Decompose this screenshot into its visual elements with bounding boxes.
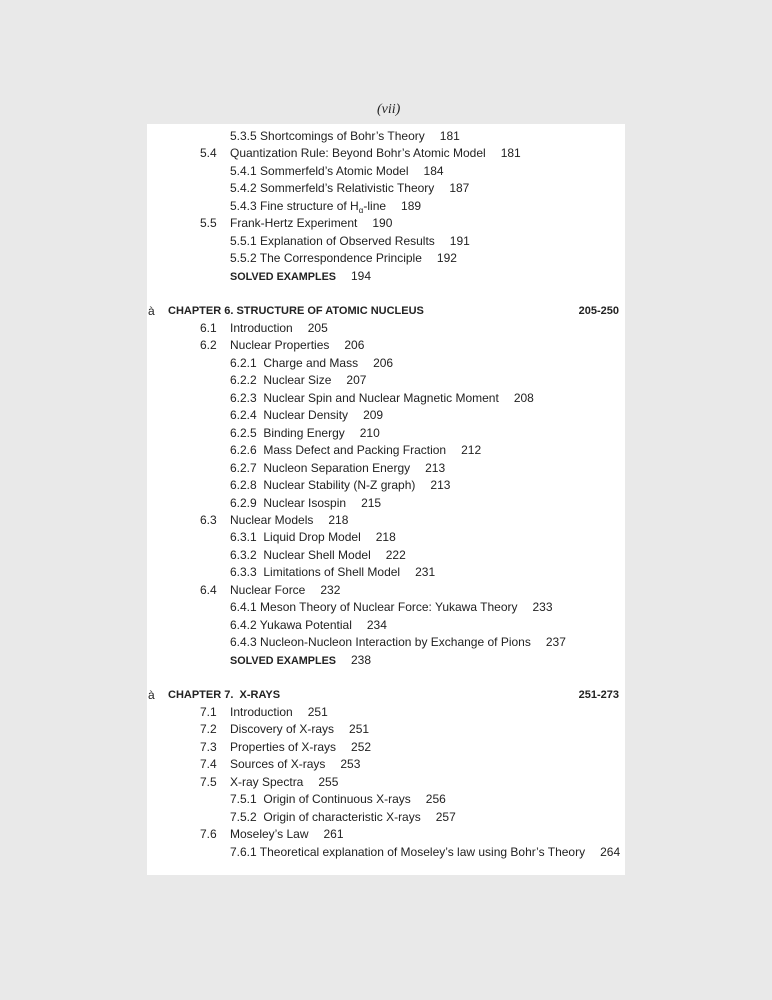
section-number: 7.5 [200,774,217,789]
toc-entry [147,407,625,424]
entry-page: 212 [461,443,482,458]
entry-title: 6.2.2 Nuclear Size [230,373,332,388]
entry-page: 261 [323,827,344,842]
entry-page: 181 [439,129,460,143]
entry-title: Nuclear Properties [230,338,330,353]
entry-page: 251 [349,722,370,737]
entry-title: 6.4.1 Meson Theory of Nuclear Force: Yukawa Theory [230,600,518,615]
entry-title: 6.2.8 Nuclear Stability (N-Z graph) [230,478,416,493]
entry-title: 5.4.3 Fine structure of H [230,198,359,213]
toc-solved-examples [147,652,625,669]
entry-page: 255 [318,774,339,789]
toc-entry [147,163,625,180]
entry-page: 187 [449,181,470,196]
entry-page: 251 [307,704,328,719]
toc-entry [147,809,625,826]
entry-title: Moseley’s Law [230,827,309,842]
toc-entry [147,564,625,581]
chapter-page-range: 251-273 [578,688,619,701]
toc-solved-examples [147,268,625,285]
entry-title: Introduction [230,320,293,335]
entry-page: 252 [351,739,372,754]
entry-page: 210 [359,425,380,440]
entry-title: 5.5.1 Explanation of Observed Results [230,233,435,248]
entry-title: 6.2.6 Mass Defect and Packing Fraction [230,443,447,458]
toc-entry [147,180,625,197]
entry-page: 256 [425,792,446,807]
entry-page: 184 [423,163,444,178]
toc-entry [147,355,625,372]
toc-entry [147,844,625,861]
entry-title: 6.3.3 Limitations of Shell Model [230,565,401,580]
section-number: 7.3 [200,739,217,754]
section-number: 6.3 [200,512,217,527]
toc-spacer [147,285,625,302]
chapter-bullet: à [148,303,155,318]
toc-entry [147,442,625,459]
entry-title: 5.4.2 Sommerfeld’s Relativistic Theory [230,181,435,196]
entry-page: 233 [532,600,553,615]
toc-section [147,320,625,337]
section-number: 7.6 [200,827,217,842]
entry-page: 264 [600,844,621,859]
entry-title: 7.5.1 Origin of Continuous X-rays [230,792,411,807]
toc-entry [147,634,625,651]
toc-section [147,721,625,738]
toc-section [147,826,625,843]
section-number: 6.1 [200,320,217,335]
entry-page: 215 [361,495,382,510]
entry-title: Discovery of X-rays [230,722,335,737]
entry-title: 6.3.2 Nuclear Shell Model [230,547,371,562]
toc-section [147,582,625,599]
entry-page: 232 [320,582,341,597]
toc-section [147,145,625,162]
toc-entry [147,198,625,215]
entry-page: 218 [328,512,349,527]
entry-title: 5.3.5 Shortcomings of Bohr’s Theory [230,129,425,143]
entry-title: 6.2.1 Charge and Mass [230,355,359,370]
toc-entry [147,372,625,389]
entry-title: 7.5.2 Origin of characteristic X-rays [230,809,421,824]
entry-title: 6.2.4 Nuclear Density [230,408,349,423]
entry-page: 222 [385,547,406,562]
entry-page: 234 [366,617,387,632]
entry-title: SOLVED EXAMPLES [230,270,336,283]
chapter-title: CHAPTER 7. X-RAYS [168,688,281,701]
section-number: 7.4 [200,757,217,772]
toc-entry [147,495,625,512]
entry-page: 190 [372,216,393,231]
entry-page: 238 [351,652,372,667]
toc-entry [147,425,625,442]
entry-page: 206 [344,338,365,353]
toc-entry [147,547,625,564]
toc-section [147,739,625,756]
entry-title: Quantization Rule: Beyond Bohr’s Atomic Model [230,146,486,161]
entry-title-suffix: -line [363,198,387,213]
toc-section [147,756,625,773]
entry-page: 181 [500,146,521,161]
entry-page: 213 [425,460,446,475]
toc-section [147,337,625,354]
toc-entry [147,617,625,634]
entry-page: 208 [513,390,534,405]
entry-title: 6.4.2 Yukawa Potential [230,617,352,632]
toc-entry [147,529,625,546]
section-number: 7.2 [200,722,217,737]
entry-page: 192 [436,251,457,266]
contents-sheet [147,124,625,875]
chapter-heading [147,687,625,704]
section-number: 5.5 [200,216,217,231]
toc-entry [147,460,625,477]
entry-page: 206 [373,355,394,370]
entry-page: 257 [435,809,456,824]
section-number: 6.2 [200,338,217,353]
entry-title: Frank-Hertz Experiment [230,216,358,231]
entry-title: SOLVED EXAMPLES [230,654,336,667]
toc-entry [147,791,625,808]
entry-title: 5.5.2 The Correspondence Principle [230,251,422,266]
entry-title: Introduction [230,704,293,719]
entry-title: Nuclear Force [230,582,306,597]
entry-page: 218 [375,530,396,545]
toc-section [147,215,625,232]
entry-title: Properties of X-rays [230,739,337,754]
entry-title: X-ray Spectra [230,774,304,789]
entry-title: 6.2.3 Nuclear Spin and Nuclear Magnetic Moment [230,390,499,405]
entry-page: 231 [415,565,436,580]
entry-title: 6.3.1 Liquid Drop Model [230,530,361,545]
chapter-bullet: à [148,687,155,702]
alpha-subscript: α [358,205,364,215]
chapter-page-range: 205-250 [578,304,619,317]
entry-title: 6.4.3 Nucleon-Nucleon Interaction by Exchange of Pions [230,635,531,650]
entry-page: 209 [363,408,384,423]
entry-page: 191 [449,233,470,248]
chapter-heading [147,303,625,320]
toc-entry [147,128,625,145]
entry-page: 237 [545,635,566,650]
entry-title: 6.2.9 Nuclear Isospin [230,495,347,510]
toc-section [147,774,625,791]
page-number-label: (vii) [377,102,401,117]
toc-section [147,512,625,529]
section-number: 5.4 [200,146,217,161]
section-number: 6.4 [200,582,217,597]
toc-entry [147,477,625,494]
toc-entry [147,390,625,407]
entry-page: 207 [346,373,367,388]
entry-page: 205 [307,320,328,335]
section-number: 7.1 [200,704,217,719]
entry-page: 194 [351,268,372,283]
entry-title: 6.2.5 Binding Energy [230,425,345,440]
entry-title: 6.2.7 Nucleon Separation Energy [230,460,411,475]
toc-entry [147,250,625,267]
toc-section [147,704,625,721]
entry-title: Nuclear Models [230,512,314,527]
entry-title: Sources of X-rays [230,757,326,772]
chapter-title: CHAPTER 6. STRUCTURE OF ATOMIC NUCLEUS [168,304,424,317]
entry-title: 7.6.1 Theoretical explanation of Moseley’s law using Bohr’s Theory [230,844,586,859]
toc-spacer [147,669,625,686]
toc-entry [147,233,625,250]
toc-entry [147,599,625,616]
entry-title: 5.4.1 Sommerfeld’s Atomic Model [230,163,409,178]
entry-page: 213 [430,478,451,493]
entry-page: 253 [340,757,361,772]
entry-page: 189 [401,198,422,213]
